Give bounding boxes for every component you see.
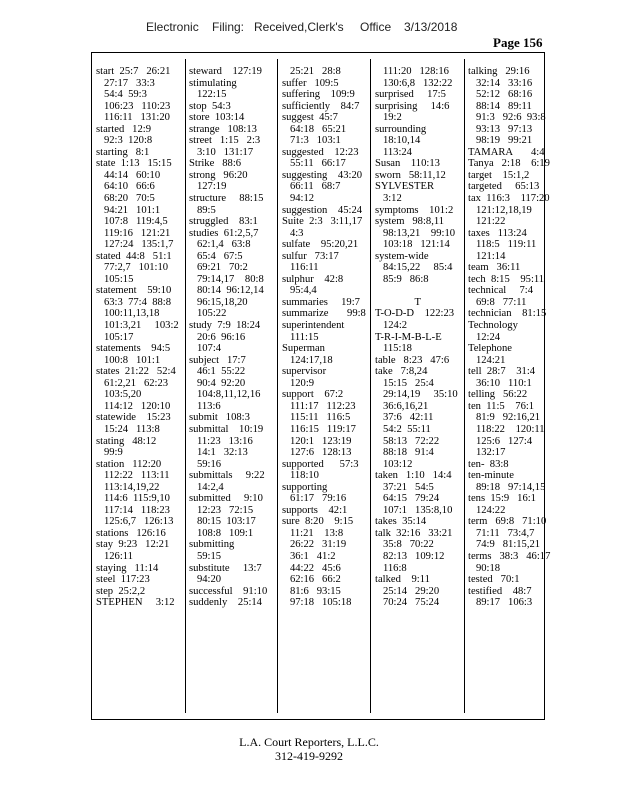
index-entry-line: statements 94:5 <box>96 343 171 355</box>
index-entry-line: 64:15 79:24 <box>375 493 440 505</box>
index-entry-line: 44:14 60:10 <box>96 169 161 181</box>
index-entry-line: states 21:22 52:4 <box>96 366 176 378</box>
index-entry-line: 104:8,11,12,16 <box>189 389 261 401</box>
index-entry-line: 103:5,20 <box>96 389 142 401</box>
index-entry-line: Suite 2:3 3:11,17 <box>282 216 363 228</box>
index-entry-line: T-R-I-M-B-L-E <box>375 331 442 343</box>
index-entry-line: telling 56:22 <box>468 389 528 401</box>
column-divider <box>277 59 278 713</box>
index-entry-line: 116:8 <box>375 562 407 574</box>
index-entry-line: Superman <box>282 343 325 355</box>
index-entry-line: suggestion 45:24 <box>282 204 363 216</box>
index-entry-line: summaries 19:7 <box>282 296 360 308</box>
index-entry-line: 14:1 32:13 <box>189 447 248 459</box>
index-entry-line: Tanya 2:18 6:19 <box>468 158 550 170</box>
index-entry-line: stated 44:8 51:1 <box>96 250 172 262</box>
index-entry-line: supported 57:3 <box>282 458 359 470</box>
index-entry-line: subject 17:7 <box>189 354 246 366</box>
index-entry-line: Susan 110:13 <box>375 158 440 170</box>
index-entry-line: surrounding <box>375 123 427 135</box>
index-entry-line: ten-minute <box>468 470 514 482</box>
index-entry-line: strong 96:20 <box>189 169 248 181</box>
index-entry-line: 11:23 13:16 <box>189 435 253 447</box>
index-entry-line: statewide 15:23 <box>96 412 171 424</box>
index-entry-line: 103:18 121:14 <box>375 239 450 251</box>
index-entry-line: 98:13,21 99:10 <box>375 227 456 239</box>
index-entry-line: started 12:9 <box>96 123 152 135</box>
index-entry-line: 32:14 33:16 <box>468 77 533 89</box>
index-entry-line: 90:4 92:20 <box>189 377 246 389</box>
index-entry-line: 113:24 <box>375 146 412 158</box>
index-entry-line: TAMARA 4:4 <box>468 146 545 158</box>
index-entry-line: 27:17 33:3 <box>96 77 155 89</box>
index-entry-line: 130:6,8 132:22 <box>375 77 453 89</box>
index-entry-line: 25:14 29:20 <box>375 585 440 597</box>
index-entry-line: Telephone <box>468 343 512 355</box>
index-entry-line: symptoms 101:2 <box>375 204 454 216</box>
index-entry-line: 3:10 131:17 <box>189 146 254 158</box>
index-entry-line: tax 116:3 117:20 <box>468 193 550 205</box>
index-entry-line: 3:12 <box>375 193 402 205</box>
index-entry-line: 97:18 105:18 <box>282 597 352 609</box>
index-entry-line: support 67:2 <box>282 389 344 401</box>
index-entry-line: 89:18 97:14,15 <box>468 481 546 493</box>
index-entry-line: successful 91:10 <box>189 585 268 597</box>
index-entry-line: 15:24 113:8 <box>96 423 160 435</box>
index-entry-line: 69:8 77:11 <box>468 296 527 308</box>
index-entry-line: struggled 83:1 <box>189 216 258 228</box>
index-entry-line: summarize 99:8 <box>282 308 366 320</box>
index-entry-line: 81:6 93:15 <box>282 585 341 597</box>
index-entry-line: suffering 109:9 <box>282 89 355 101</box>
index-entry-line: 113:6 <box>189 400 221 412</box>
index-entry-line: 79:14,17 80:8 <box>189 273 264 285</box>
index-entry-line: 103:12 <box>375 458 413 470</box>
index-entry-line: talked 9:11 <box>375 574 430 586</box>
index-entry-line: state 1:13 15:15 <box>96 158 172 170</box>
header-office: Office <box>360 20 392 34</box>
index-entry-line: suggesting 43:20 <box>282 169 363 181</box>
index-entry-line: 80:15 103:17 <box>189 516 256 528</box>
index-entry-line: start 25:7 26:21 <box>96 66 171 77</box>
index-entry-line: term 69:8 71:10 <box>468 516 547 528</box>
index-entry-line: 54:2 55:11 <box>375 423 431 435</box>
index-entry-line: 96:15,18,20 <box>189 296 248 308</box>
index-entry-line: 36:6,16,21 <box>375 400 429 412</box>
index-entry-line: 132:17 <box>468 447 506 459</box>
index-entry-line: STEPHEN 3:12 <box>96 597 175 609</box>
index-entry-line: 121:14 <box>468 250 506 262</box>
index-entry-line: 94:20 <box>189 574 222 586</box>
index-entry-line: 63:3 77:4 88:8 <box>96 296 172 308</box>
index-entry-line: 62:16 66:2 <box>282 574 341 586</box>
index-entry-line: terms 38:3 46:17 <box>468 550 551 562</box>
index-entry-line: T <box>375 296 422 308</box>
footer-phone: 312-419-9292 <box>275 749 343 763</box>
index-entry-line: talking 29:16 <box>468 66 530 77</box>
index-entry-line: T-O-D-D 122:23 <box>375 308 455 320</box>
index-entry-line: submittal 10:19 <box>189 423 264 435</box>
index-entry-line: 107:1 135:8,10 <box>375 504 453 516</box>
page-number: Page 156 <box>493 35 543 50</box>
index-entry-line: supervisor <box>282 366 327 378</box>
index-entry-line: 46:1 55:22 <box>189 366 246 378</box>
index-entry-line: 82:13 109:12 <box>375 550 445 562</box>
column-divider <box>464 59 465 713</box>
index-entry-line: 37:21 54:5 <box>375 481 434 493</box>
index-entry-line: 122:15 <box>189 89 227 101</box>
index-entry-line: 11:21 13:8 <box>282 527 344 539</box>
index-entry-line: sure 8:20 9:15 <box>282 516 354 528</box>
index-entry-line: 29:14,19 35:10 <box>375 389 458 401</box>
index-entry-line: take 7:8,24 <box>375 366 428 378</box>
index-entry-line: target 15:1,2 <box>468 169 530 181</box>
index-entry-line: stimulating <box>189 77 237 89</box>
index-entry-line: 52:12 68:16 <box>468 89 533 101</box>
index-entry-line: 19:2 <box>375 112 402 124</box>
index-entry-line: 85:9 86:8 <box>375 273 429 285</box>
index-entry-line: 111:17 112:23 <box>282 400 356 412</box>
index-entry-line: 25:21 28:8 <box>282 66 341 77</box>
index-entry-line: 119:16 121:21 <box>96 227 171 239</box>
index-entry-line: 107:8 119:4,5 <box>96 216 168 228</box>
index-entry-line: 64:10 66:6 <box>96 181 155 193</box>
index-entry-line: 127:6 128:13 <box>282 447 352 459</box>
index-entry-line: 107:4 <box>189 343 222 355</box>
index-entry-line: 108:8 109:1 <box>189 527 254 539</box>
index-entry-line: 111:20 128:16 <box>375 66 449 77</box>
index-entry-line: 14:2,4 <box>189 481 224 493</box>
index-entry-line: 71:3 103:1 <box>282 135 341 147</box>
index-entry-line: submitted 9:10 <box>189 493 263 505</box>
index-entry-line: 124:17,18 <box>282 354 333 366</box>
index-entry-line: 116:15 119:17 <box>282 423 356 435</box>
index-entry-line: study 7:9 18:24 <box>189 320 261 332</box>
index-entry-line: 89:17 106:3 <box>468 597 533 609</box>
index-entry-line: strange 108:13 <box>189 123 257 135</box>
index-entry-line: 115:11 116:5 <box>282 412 351 424</box>
index-entry-line: system-wide <box>375 250 429 262</box>
index-entry-line: stating 48:12 <box>96 435 157 447</box>
index-entry-line: 127:24 135:1,7 <box>96 239 174 251</box>
index-entry-line: submitting <box>189 539 235 551</box>
index-entry-line: submit 108:3 <box>189 412 250 424</box>
index-entry-line: 121:12,18,19 <box>468 204 532 216</box>
index-entry-line: 65:4 67:5 <box>189 250 243 262</box>
column-divider <box>370 59 371 713</box>
index-entry-line: 114:12 120:10 <box>96 400 171 412</box>
index-entry-line: stop 54:3 <box>189 100 231 112</box>
index-entry-line: 124:2 <box>375 320 408 332</box>
index-entry-line: team 36:11 <box>468 262 521 274</box>
index-entry-line: targeted 65:13 <box>468 181 540 193</box>
index-column-3 <box>282 66 366 609</box>
header-received: Received,Clerk's <box>254 20 344 34</box>
index-entry-line: store 103:14 <box>189 112 245 124</box>
index-entry-line: station 112:20 <box>96 458 162 470</box>
index-entry-line: 59:15 <box>189 550 222 562</box>
index-entry-line: suggest 45:7 <box>282 112 338 124</box>
index-entry-line: 98:19 99:21 <box>468 135 533 147</box>
index-entry-line: technician 81:15 <box>468 308 547 320</box>
index-entry-line: 59:16 <box>189 458 222 470</box>
index-entry-line: 94:21 101:1 <box>96 204 161 216</box>
index-entry-line: 112:22 113:11 <box>96 470 170 482</box>
index-entry-line: tech 8:15 95:11 <box>468 273 545 285</box>
index-entry-line: structure 88:15 <box>189 193 264 205</box>
index-entry-line: 111:15 <box>282 331 319 343</box>
index-entry-line: 66:11 68:7 <box>282 181 341 193</box>
index-entry-line: starting 8:1 <box>96 146 150 158</box>
index-entry-line: sulfate 95:20,21 <box>282 239 359 251</box>
index-entry-line: testified 48:7 <box>468 585 532 597</box>
index-entry-line: sworn 58:11,12 <box>375 169 446 181</box>
index-entry-line: 126:11 <box>96 550 133 562</box>
index-entry-line: 44:22 45:6 <box>282 562 341 574</box>
index-entry-line: tell 28:7 31:4 <box>468 366 536 378</box>
index-entry-line: 95:4,4 <box>282 285 317 297</box>
index-entry-line: taken 1:10 14:4 <box>375 470 452 482</box>
index-entry-line: ten- 83:8 <box>468 458 509 470</box>
index-entry-line: sulfur 73:17 <box>282 250 339 262</box>
index-entry-line: 118:5 119:11 <box>468 239 537 251</box>
index-entry-line: 69:21 70:2 <box>189 262 248 274</box>
index-entry-line: studies 61:2,5,7 <box>189 227 259 239</box>
index-entry-line: 37:6 42:11 <box>375 412 434 424</box>
index-entry-line: takes 35:14 <box>375 516 427 528</box>
index-entry-line: 115:18 <box>375 343 412 355</box>
index-entry-line: 12:23 72:15 <box>189 504 254 516</box>
index-entry-line: 105:22 <box>189 308 227 320</box>
index-entry-line: 92:3 120:8 <box>96 135 153 147</box>
index-entry-line: 88:18 91:4 <box>375 447 434 459</box>
index-entry-line: submittals 9:22 <box>189 470 265 482</box>
index-entry-line: stations 126:16 <box>96 527 166 539</box>
index-entry-line <box>375 285 458 297</box>
index-column-1 <box>96 66 179 609</box>
index-entry-line: 36:10 110:1 <box>468 377 532 389</box>
index-entry-line: suggested 12:23 <box>282 146 359 158</box>
index-entry-line: 93:13 97:13 <box>468 123 533 135</box>
header-electronic: Electronic <box>146 20 199 34</box>
index-entry-line: statement 59:10 <box>96 285 172 297</box>
index-entry-line: 70:24 75:24 <box>375 597 440 609</box>
index-entry-line: tested 70:1 <box>468 574 520 586</box>
index-entry-line: sufficiently 84:7 <box>282 100 360 112</box>
index-entry-line: 120:9 <box>282 377 315 389</box>
index-entry-line: 91:3 92:6 93:8 <box>468 112 546 124</box>
index-entry-line: 77:2,7 101:10 <box>96 262 169 274</box>
index-entry-line: 125:6 127:4 <box>468 435 533 447</box>
index-entry-line: 113:14,19,22 <box>96 481 160 493</box>
index-entry-line: 105:15 <box>96 273 134 285</box>
index-entry-line: ten 11:5 76:1 <box>468 400 535 412</box>
index-column-5 <box>468 66 550 609</box>
index-entry-line: 99:9 <box>96 447 123 459</box>
index-entry-line: 94:12 <box>282 193 315 205</box>
index-entry-line: 68:20 70:5 <box>96 193 155 205</box>
index-entry-line: technical 7:4 <box>468 285 534 297</box>
index-entry-line: steward 127:19 <box>189 66 262 77</box>
index-entry-line: suffer 109:5 <box>282 77 339 89</box>
index-entry-line: 118:22 120:11 <box>468 423 545 435</box>
index-entry-line: 127:19 <box>189 181 227 193</box>
index-entry-line: staying 11:14 <box>96 562 159 574</box>
index-entry-line: 84:15,22 85:4 <box>375 262 453 274</box>
index-entry-line: supports 42:1 <box>282 504 348 516</box>
index-entry-line: 61:17 79:16 <box>282 493 347 505</box>
index-entry-line: street 1:15 2:3 <box>189 135 261 147</box>
index-entry-line: substitute 13:7 <box>189 562 262 574</box>
index-column-2 <box>189 66 267 609</box>
index-entry-line: 26:22 31:19 <box>282 539 347 551</box>
index-entry-line: 118:10 <box>282 470 319 482</box>
index-entry-line: 100:8 101:1 <box>96 354 161 366</box>
index-column-4 <box>375 66 458 609</box>
index-entry-line: 18:10,14 <box>375 135 421 147</box>
index-entry-line: 12:24 <box>468 331 501 343</box>
index-entry-line: 15:15 25:4 <box>375 377 434 389</box>
index-entry-line: 116:11 <box>282 262 319 274</box>
index-entry-line: SYLVESTER <box>375 181 435 193</box>
index-entry-line: Technology <box>468 320 518 332</box>
index-entry-line: 101:3,21 103:2 <box>96 320 179 332</box>
index-entry-line: 88:14 89:11 <box>468 100 532 112</box>
index-entry-line: stay 9:23 12:21 <box>96 539 170 551</box>
index-entry-line: 61:2,21 62:23 <box>96 377 169 389</box>
index-entry-line: 62:1,4 63:8 <box>189 239 251 251</box>
column-divider <box>185 59 186 713</box>
index-entry-line: step 25:2,2 <box>96 585 146 597</box>
index-entry-line: 90:18 <box>468 562 501 574</box>
footer-company: L.A. Court Reporters, L.L.C. <box>239 735 379 749</box>
index-entry-line: superintendent <box>282 320 345 332</box>
index-frame <box>91 52 551 720</box>
index-entry-line: 121:22 <box>468 216 506 228</box>
index-entry-line: taxes 113:24 <box>468 227 527 239</box>
index-entry-line: 54:4 59:3 <box>96 89 147 101</box>
index-entry-line: 116:11 131:20 <box>96 112 170 124</box>
index-entry-line: 71:11 73:4,7 <box>468 527 535 539</box>
index-entry-line: 81:9 92:16,21 <box>468 412 541 424</box>
index-entry-line: talk 32:16 33:21 <box>375 527 453 539</box>
index-entry-line: 105:17 <box>96 331 134 343</box>
index-entry-line: 89:5 <box>189 204 216 216</box>
index-entry-line: 80:14 96:12,14 <box>189 285 264 297</box>
index-entry-line: tens 15:9 16:1 <box>468 493 536 505</box>
index-entry-line: 55:11 66:17 <box>282 158 346 170</box>
index-entry-line: 35:8 70:22 <box>375 539 434 551</box>
index-entry-line: 4:3 <box>282 227 304 239</box>
index-entry-line: system 98:8,11 <box>375 216 445 228</box>
index-entry-line: supporting <box>282 481 328 493</box>
index-entry-line: Strike 88:6 <box>189 158 242 170</box>
index-entry-line: table 8:23 47:6 <box>375 354 450 366</box>
header-date: 3/13/2018 <box>404 20 458 34</box>
index-entry-line: 124:22 <box>468 504 506 516</box>
index-entry-line: 114:6 115:9,10 <box>96 493 170 505</box>
index-entry-line: 64:18 65:21 <box>282 123 347 135</box>
index-entry-line: 36:1 41:2 <box>282 550 336 562</box>
index-entry-line: 124:21 <box>468 354 506 366</box>
index-entry-line: sulphur 42:8 <box>282 273 344 285</box>
index-entry-line: 120:1 123:19 <box>282 435 352 447</box>
index-entry-line: steel 117:23 <box>96 574 150 586</box>
index-entry-line: 125:6,7 126:13 <box>96 516 174 528</box>
index-entry-line: 74:9 81:15,21 <box>468 539 541 551</box>
index-entry-line: 117:14 118:23 <box>96 504 170 516</box>
index-entry-line: 20:6 96:16 <box>189 331 246 343</box>
index-entry-line: surprised 17:5 <box>375 89 446 101</box>
index-entry-line: suddenly 25:14 <box>189 597 262 609</box>
index-entry-line: surprising 14:6 <box>375 100 450 112</box>
index-entry-line: 100:11,13,18 <box>96 308 160 320</box>
header-filing: Filing: <box>212 20 245 34</box>
index-entry-line: 58:13 72:22 <box>375 435 440 447</box>
index-entry-line: 106:23 110:23 <box>96 100 171 112</box>
